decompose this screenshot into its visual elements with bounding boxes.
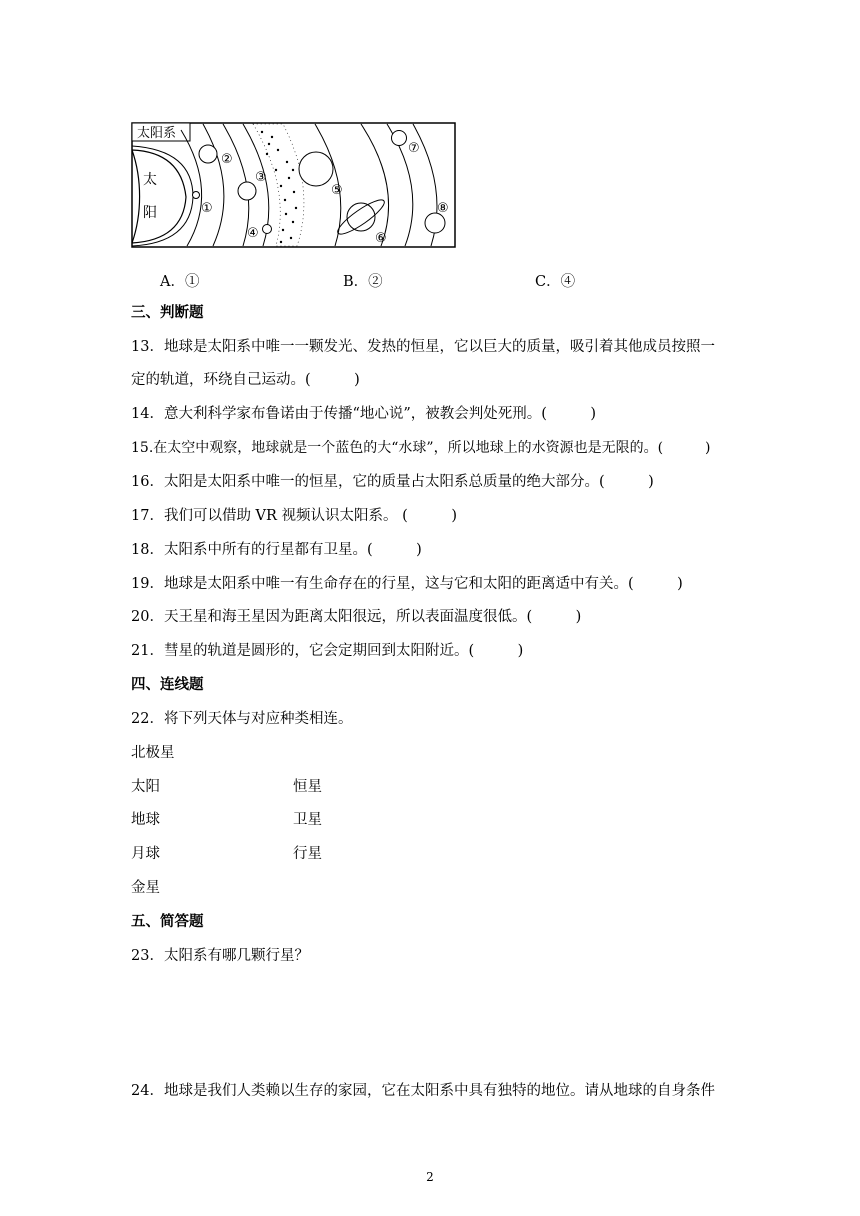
choice-c: C．④ (535, 274, 576, 290)
marker-5: ⑤ (331, 183, 343, 198)
section-4-heading: 四、连线题 (131, 676, 204, 693)
marker-7: ⑦ (408, 141, 420, 156)
left-item-polaris: 北极星 (131, 745, 175, 761)
question-13-line1: 13．地球是太阳系中唯一一颗发光、发热的恒星，它以巨大的质量，吸引着其他成员按照一 (131, 339, 715, 355)
marker-8: ⑧ (437, 201, 449, 216)
question-18: 18．太阳系中所有的行星都有卫星。( ) (131, 542, 422, 558)
left-item-moon: 月球 (131, 846, 160, 862)
question-15: 15.在太空中观察，地球就是一个蓝色的大“水球”，所以地球上的水资源也是无限的。( ) (131, 440, 711, 456)
section-3-heading: 三、判断题 (131, 304, 204, 321)
right-item-star: 恒星 (293, 779, 322, 795)
left-item-venus: 金星 (131, 880, 160, 896)
section-5-heading: 五、简答题 (131, 913, 204, 930)
marker-2: ② (221, 152, 233, 167)
question-17: 17．我们可以借助 VR 视频认识太阳系。 ( ) (131, 508, 457, 524)
question-13-line2: 定的轨道，环绕自己运动。( ) (131, 372, 360, 388)
marker-4: ④ (247, 226, 259, 241)
question-22: 22．将下列天体与对应种类相连。 (131, 711, 353, 727)
page-number: 2 (426, 1170, 434, 1184)
diagram-title: 太阳系 (137, 126, 177, 141)
sun-label-top: 太 (143, 172, 157, 188)
marker-3: ③ (255, 170, 267, 185)
choice-b: B．② (343, 274, 383, 290)
question-23: 23．太阳系有哪几颗行星？ (131, 948, 309, 964)
marker-1: ① (201, 201, 213, 216)
question-24: 24．地球是我们人类赖以生存的家园，它在太阳系中具有独特的地位。请从地球的自身条件 (131, 1083, 715, 1099)
solar-system-diagram (131, 122, 457, 248)
right-item-planet: 行星 (293, 846, 322, 862)
question-20: 20．天王星和海王星因为距离太阳很远，所以表面温度很低。( ) (131, 609, 582, 625)
right-item-satellite: 卫星 (293, 812, 322, 828)
choice-a: A．① (160, 274, 200, 290)
left-item-sun: 太阳 (131, 779, 160, 795)
sun-label-bottom: 阳 (143, 205, 157, 221)
question-16: 16．太阳是太阳系中唯一的恒星，它的质量占太阳系总质量的绝大部分。( ) (131, 474, 654, 490)
question-19: 19．地球是太阳系中唯一有生命存在的行星，这与它和太阳的距离适中有关。( ) (131, 576, 683, 592)
question-14: 14．意大利科学家布鲁诺由于传播“地心说”，被教会判处死刑。( ) (131, 406, 597, 422)
left-item-earth: 地球 (131, 812, 160, 828)
marker-6: ⑥ (375, 231, 387, 246)
question-21: 21．彗星的轨道是圆形的，它会定期回到太阳附近。( ) (131, 643, 524, 659)
